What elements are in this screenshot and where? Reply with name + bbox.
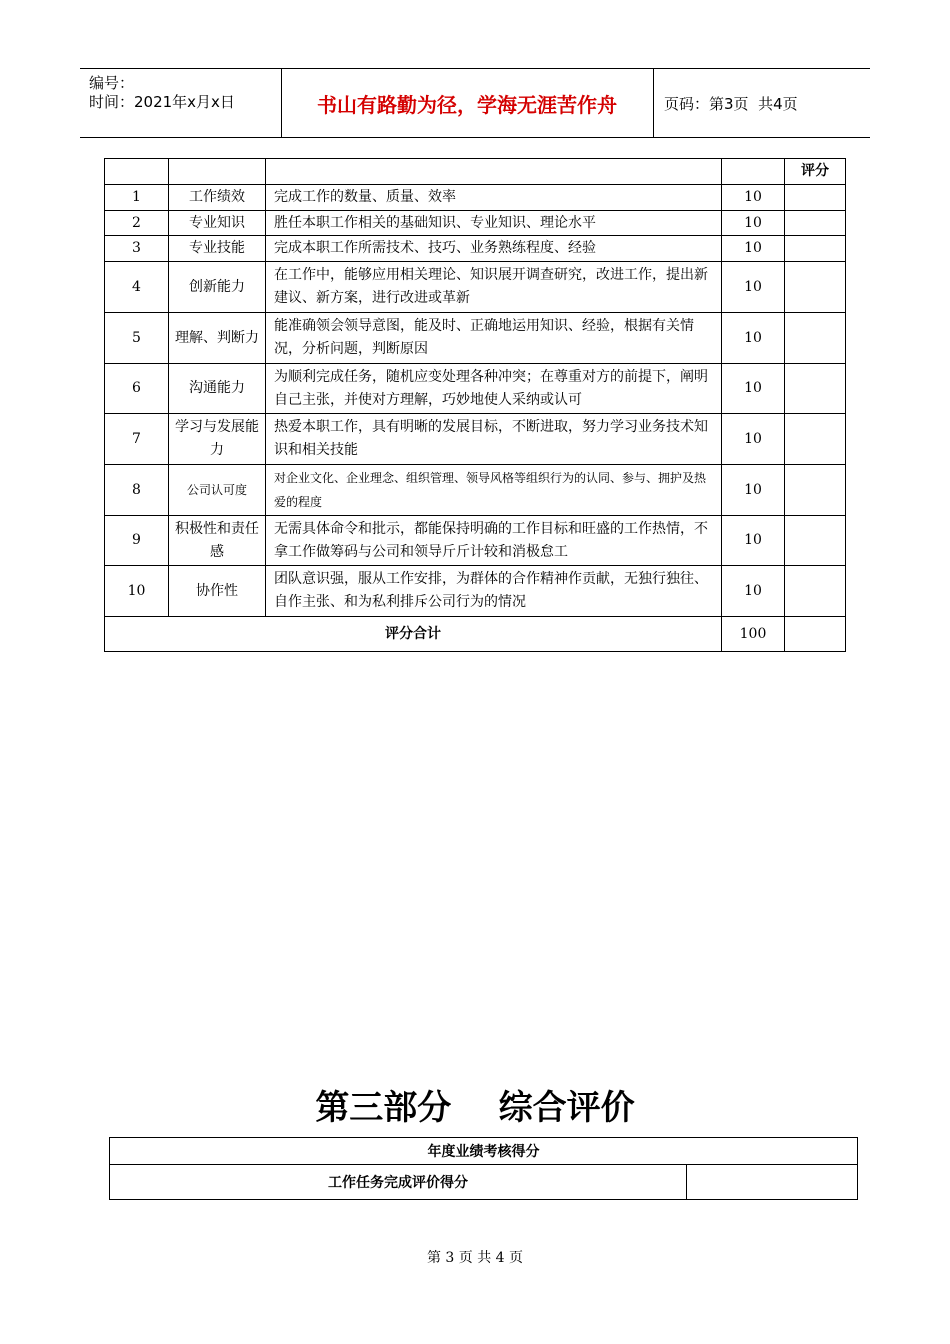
row-item: 沟通能力 [169, 364, 266, 414]
total-score-input[interactable] [785, 617, 846, 652]
table-row [105, 185, 846, 211]
table-row [105, 364, 846, 414]
row-number: 2 [105, 211, 169, 236]
section-title: 第三部分 综合评价 [315, 1088, 635, 1128]
row-number: 7 [105, 414, 169, 465]
row-number: 8 [105, 465, 169, 516]
row-item: 积极性和责任感 [169, 516, 266, 566]
row-number: 9 [105, 516, 169, 566]
row-description: 热爱本职工作，具有明晰的发展目标，不断进取，努力学习业务技术知识和相关技能 [266, 414, 722, 465]
row-item: 专业知识 [169, 211, 266, 236]
page-info-text: 页码：第3页 共4页 [664, 94, 798, 113]
total-label: 评分合计 [105, 617, 722, 652]
row-max-score: 10 [722, 236, 785, 262]
table-header-row [105, 159, 846, 185]
row-score-input[interactable] [785, 185, 846, 211]
row-description: 完成本职工作所需技术、技巧、业务熟练程度、经验 [266, 236, 722, 262]
row-item: 协作性 [169, 566, 266, 617]
row-score-input[interactable] [785, 262, 846, 313]
row-score-input[interactable] [785, 236, 846, 262]
row-max-score: 10 [722, 211, 785, 236]
row-description: 对企业文化、企业理念、组织管理、领导风格等组织行为的认同、参与、拥护及热爱的程度 [266, 465, 722, 516]
row-description: 能准确领会领导意图，能及时、正确地运用知识、经验，根据有关情况，分析问题，判断原因 [266, 313, 722, 364]
document-date: 时间：2021年x月x日 [89, 93, 235, 111]
row-score-input[interactable] [785, 516, 846, 566]
row-description: 团队意识强，服从工作安排，为群体的合作精神作贡献，无独行独往、自作主张、和为私利排斥公司行为的情况 [266, 566, 722, 617]
header-score: 评分 [785, 159, 846, 185]
row-score-input[interactable] [785, 364, 846, 414]
header-motto: 书山有路勤为径，学海无涯苦作舟 [281, 69, 654, 137]
annual-performance-score-label: 年度业绩考核得分 [110, 1138, 858, 1165]
row-number: 1 [105, 185, 169, 211]
row-max-score: 10 [722, 566, 785, 617]
page-header [80, 68, 870, 138]
table-row [105, 236, 846, 262]
table-row [105, 566, 846, 617]
row-item: 专业技能 [169, 236, 266, 262]
row-description: 为顺利完成任务，随机应变处理各种冲突；在尊重对方的前提下，阐明自己主张，并使对方理解，巧妙地使人采纳或认可 [266, 364, 722, 414]
header-cell-blank [105, 159, 169, 185]
table-row [105, 465, 846, 516]
total-value: 100 [722, 617, 785, 652]
row-number: 3 [105, 236, 169, 262]
summary-table [109, 1137, 858, 1200]
row-max-score: 10 [722, 364, 785, 414]
row-max-score: 10 [722, 313, 785, 364]
header-left-cell [80, 69, 282, 137]
task-completion-score-label: 工作任务完成评价得分 [110, 1165, 687, 1200]
row-item: 创新能力 [169, 262, 266, 313]
row-score-input[interactable] [785, 211, 846, 236]
row-max-score: 10 [722, 185, 785, 211]
row-description: 完成工作的数量、质量、效率 [266, 185, 722, 211]
summary-row [110, 1138, 858, 1165]
row-max-score: 10 [722, 262, 785, 313]
row-score-input[interactable] [785, 414, 846, 465]
table-row [105, 313, 846, 364]
page-footer: 第 3 页 共 4 页 [426, 1250, 524, 1266]
row-description: 无需具体命令和批示，都能保持明确的工作目标和旺盛的工作热情，不拿工作做筹码与公司和领导斤斤计较和消极怠工 [266, 516, 722, 566]
row-number: 10 [105, 566, 169, 617]
row-number: 4 [105, 262, 169, 313]
header-page-info [664, 69, 798, 137]
row-max-score: 10 [722, 465, 785, 516]
table-row [105, 262, 846, 313]
total-row [105, 617, 846, 652]
row-max-score: 10 [722, 414, 785, 465]
row-item: 理解、判断力 [169, 313, 266, 364]
row-score-input[interactable] [785, 566, 846, 617]
table-row [105, 516, 846, 566]
row-item: 工作绩效 [169, 185, 266, 211]
row-item: 公司认可度 [169, 465, 266, 516]
table-row [105, 211, 846, 236]
header-cell-blank [266, 159, 722, 185]
table-row [105, 414, 846, 465]
row-max-score: 10 [722, 516, 785, 566]
summary-row [110, 1165, 858, 1200]
header-cell-blank [722, 159, 785, 185]
row-score-input[interactable] [785, 465, 846, 516]
row-number: 5 [105, 313, 169, 364]
evaluation-table [104, 158, 846, 652]
row-item: 学习与发展能力 [169, 414, 266, 465]
document-number-label: 编号： [89, 74, 135, 92]
row-score-input[interactable] [785, 313, 846, 364]
header-cell-blank [169, 159, 266, 185]
row-number: 6 [105, 364, 169, 414]
row-description: 在工作中，能够应用相关理论、知识展开调查研究，改进工作，提出新建议、新方案，进行改进或革新 [266, 262, 722, 313]
row-description: 胜任本职工作相关的基础知识、专业知识、理论水平 [266, 211, 722, 236]
task-completion-score-input[interactable] [687, 1165, 858, 1200]
